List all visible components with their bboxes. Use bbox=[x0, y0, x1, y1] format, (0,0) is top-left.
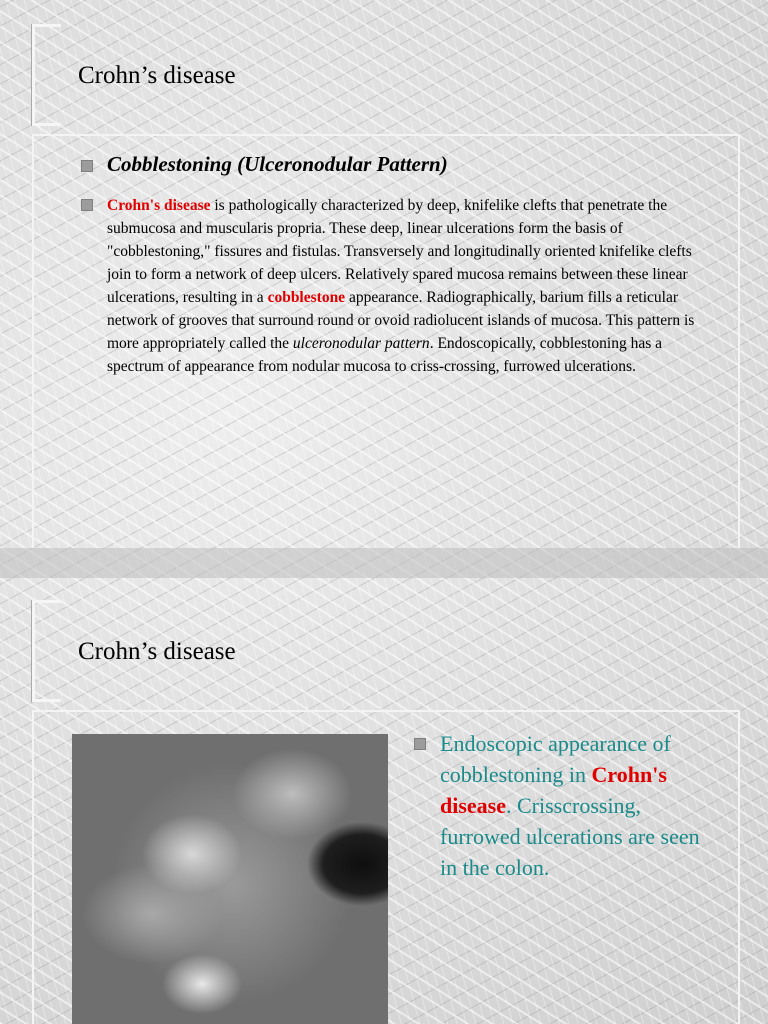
caption-text-part-2: . Crisscrossing, furrowed ulcerations are seen in the colon. bbox=[440, 793, 700, 880]
slide-2 bbox=[0, 578, 768, 1024]
endoscopic-image bbox=[72, 734, 388, 1024]
bullet-square-icon bbox=[414, 738, 426, 750]
bullet-square-icon bbox=[81, 160, 93, 172]
bullet-square-icon bbox=[81, 199, 93, 211]
paragraph-text-part-1: is pathologically characterized by deep, knifelike clefts that penetrate the submucosa and muscularis propria. These deep, linear ulcerations form the basis of "cobblestoning," fissures and fistulas. Transversely and longitudinally oriented knifelike clefts join to form a network of deep ulcers. Relatively spared mucosa remains between these linear ulcerations, resulting in a bbox=[107, 197, 692, 306]
highlight-cobblestone: cobblestone bbox=[267, 289, 346, 306]
caption-text-part-1: Endoscopic appearance of cobblestoning in bbox=[440, 731, 671, 787]
highlight-crohns-disease: Crohn's disease bbox=[440, 762, 667, 818]
title-bracket bbox=[32, 24, 61, 126]
slide-title: Crohn’s disease bbox=[78, 638, 236, 665]
paragraph-text-part-2: appearance. Radiographically, barium fills a reticular network of grooves that surround round or ovoid radiolucent islands of mucosa. This pattern is more appropriately called the bbox=[107, 289, 695, 352]
paragraph-text-part-3: . Endoscopically, cobblestoning has a spectrum of appearance from nodular mucosa to criss-crossing, furrowed ulcerations. bbox=[107, 335, 662, 375]
title-bracket bbox=[32, 600, 61, 702]
italic-ulceronodular-pattern: ulceronodular pattern bbox=[292, 335, 430, 352]
slide-separator bbox=[0, 548, 768, 578]
image-caption bbox=[440, 728, 720, 883]
slide-title: Crohn’s disease bbox=[78, 62, 236, 89]
sub-heading: Cobblestoning (Ulceronodular Pattern) bbox=[107, 152, 448, 176]
highlight-crohns-disease: Crohn's disease bbox=[107, 197, 211, 214]
description-paragraph bbox=[107, 194, 707, 378]
